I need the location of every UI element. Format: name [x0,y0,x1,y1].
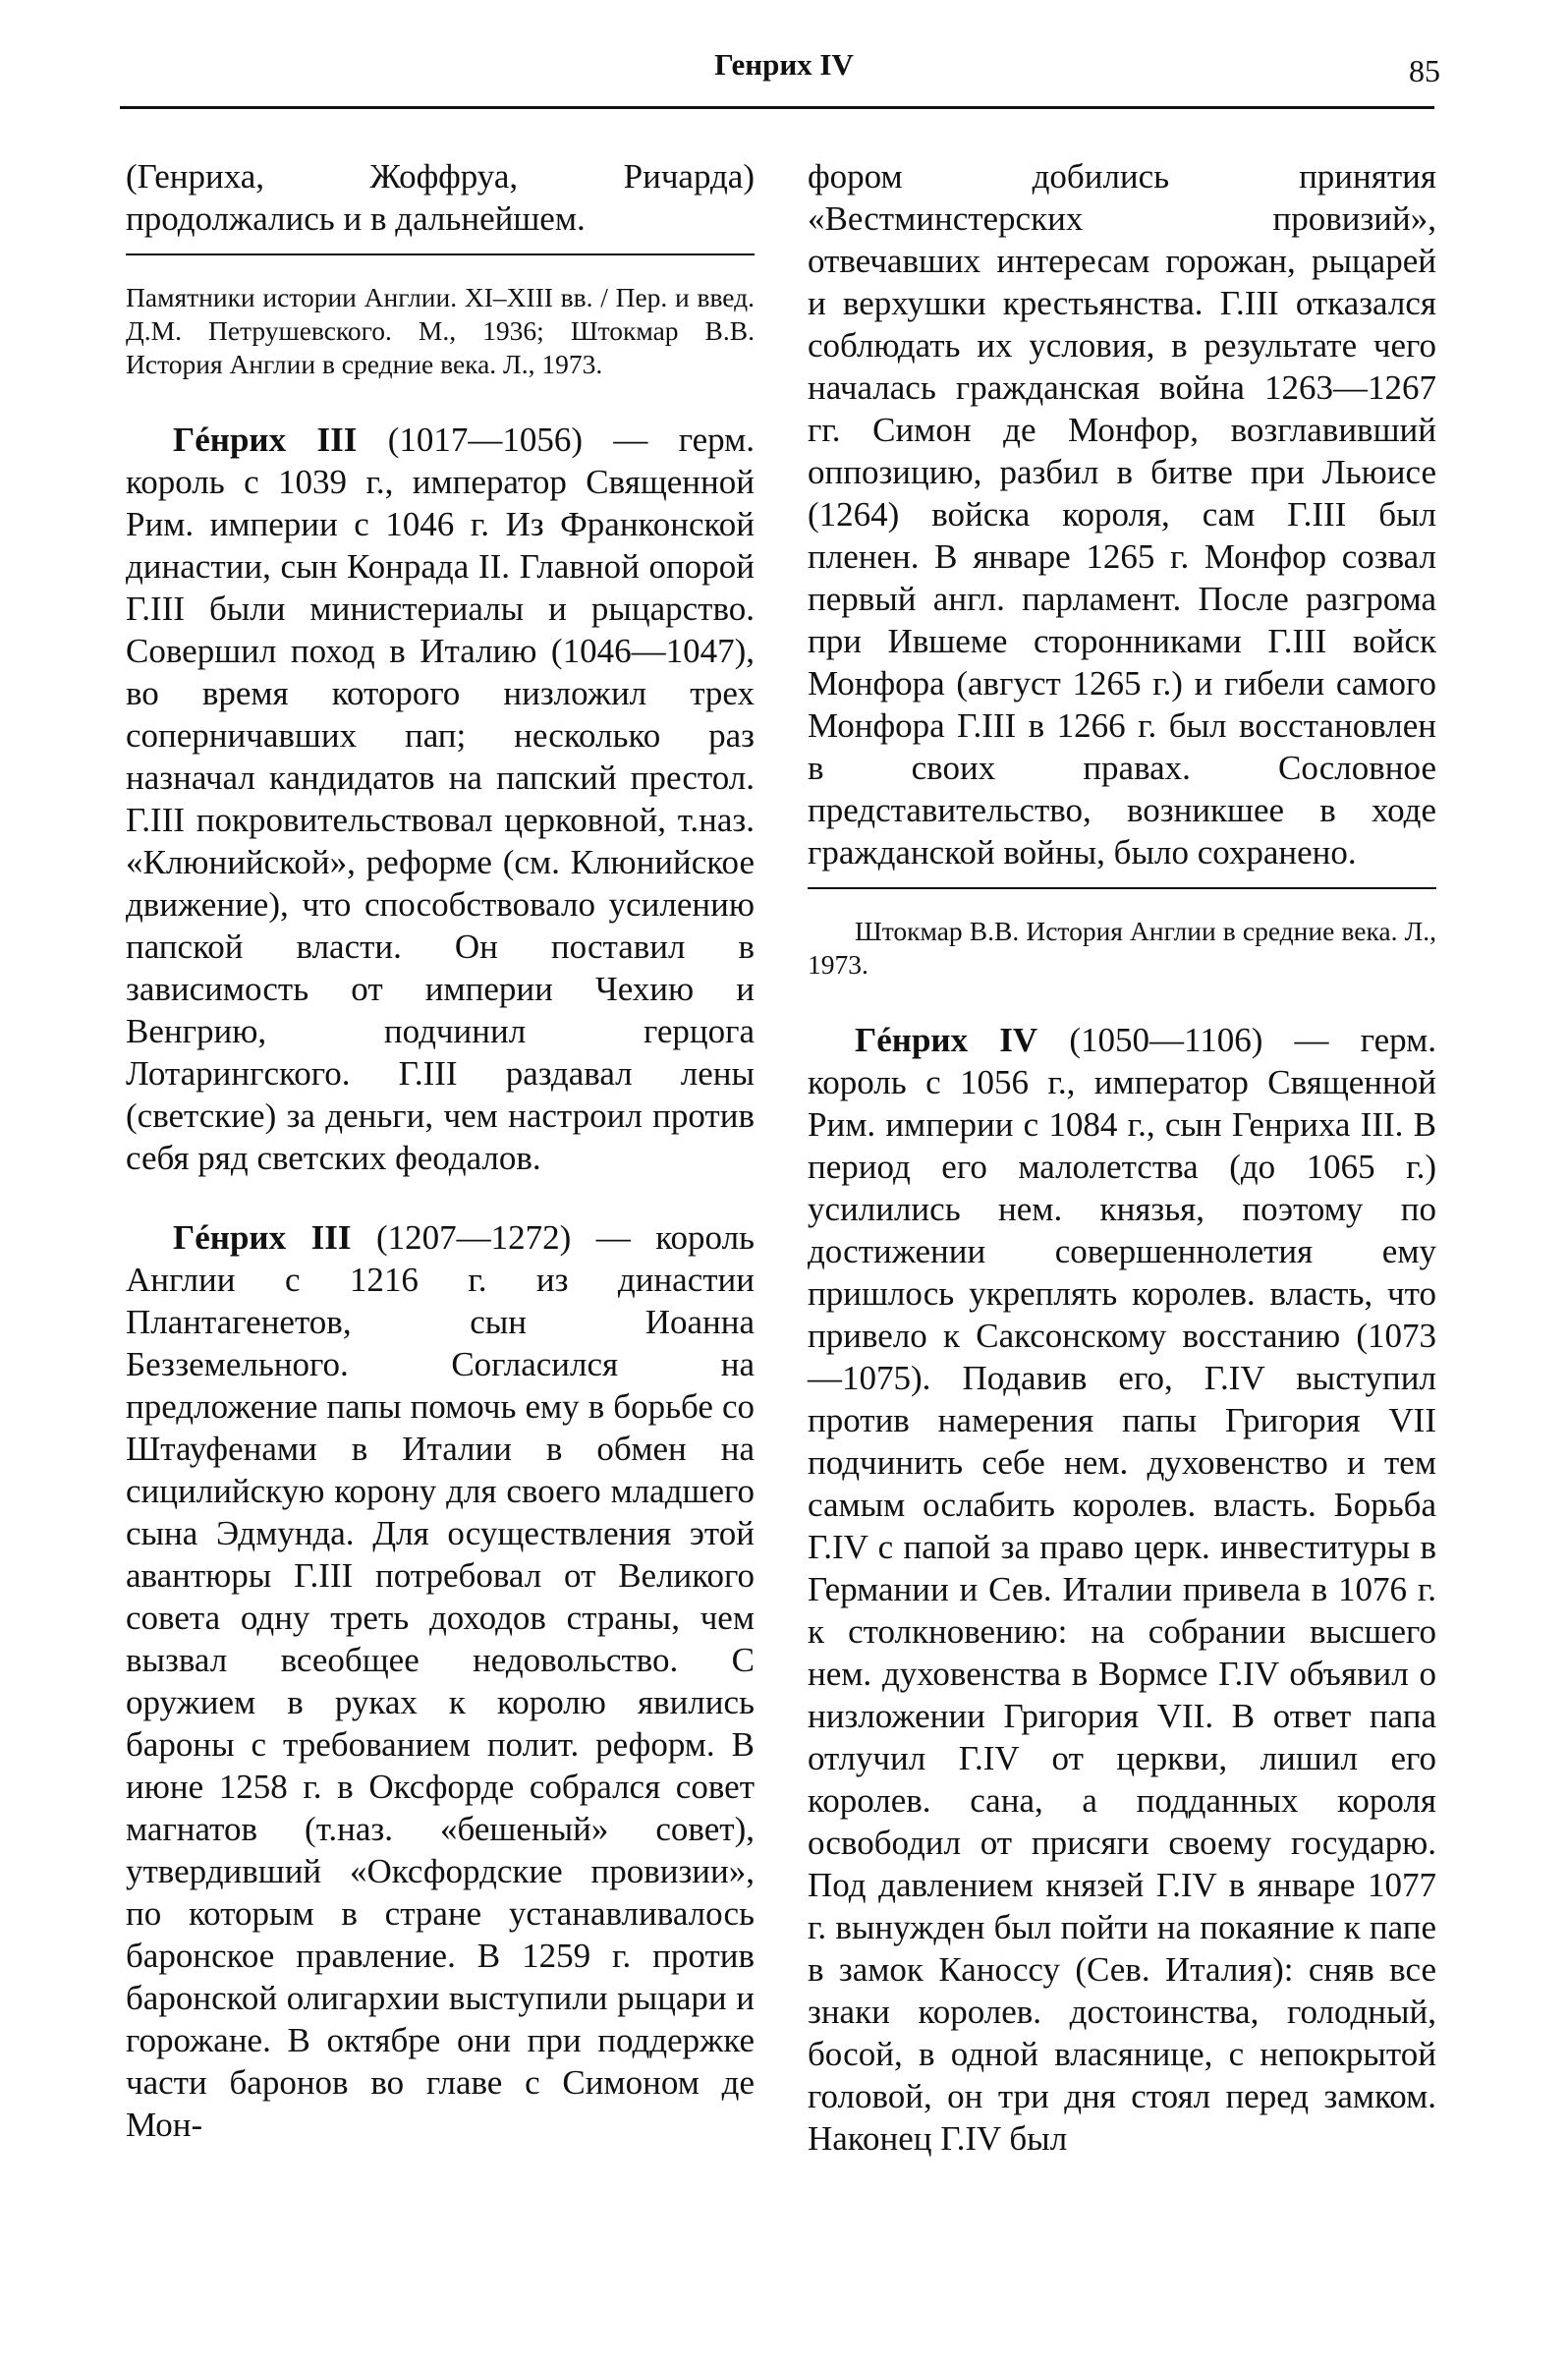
source-divider [126,253,755,255]
entry-body: (1207—1272) — король Англии с 1216 г. из династии Плантагенетов, сын Иоанна Безземельного. Согласился на предложение папы помочь ему в борьбе со Штауфенами в Италии в обмен на сицилийскую корону для своего младшего сына Эдмунда. Для осуществления этой авантюры Г.III потребовал от Великого совета одну треть доходов страны, чем вызвал всеобщее недовольство. С оружием в руках к королю явились бароны с требованием полит. реформ. В июне 1258 г. в Оксфорде собрался совет магнатов (т.наз. «бешеный» совет), утвердивший «Оксфордские провизии», по которым в стране устанавливалось баронское правление. В 1259 г. против баронской олигархии выступили рыцари и горожане. В октябре они при поддержке части баронов во главе с Симоном де Мон- [126,1218,755,2144]
entry-henry-iii-salian [126,419,755,1179]
continued-text: (Генриха, Жоффруа, Ричарда) продолжались и в дальнейшем. [126,157,755,238]
source-divider [808,887,1436,889]
entry-henry-iii-england [126,1216,755,2146]
continued-text: фором добились принятия «Вестминстерских провизий», отвечавших интересам горожан, рыцарей и верхушки крестьянства. Г.III отказался соблюдать их условия, в результате чего началась гражданская война 1263—1267 гг. Симон де Монфор, возглавивший оппозицию, разбил в битве при Льюисе (1264) войска короля, сам Г.III был пленен. В январе 1265 г. Монфор созвал первый англ. парламент. После разгрома при Ившеме сторонниками Г.III войск Монфора (август 1265 г.) и гибели самого Монфора Г.III в 1266 г. был восстановлен в своих правах. Сословное представительство, возникшее в ходе гражданской войны, было сохранено. [808,157,1436,872]
bibliography-note: Штокмар В.В. История Англии в средние века. Л., 1973. [808,916,1436,980]
right-column [808,155,1436,2160]
entry-headword: Гéнрих III [173,1218,352,1257]
page-number: 85 [1409,53,1440,88]
entry-body: (1017—1056) — герм. король с 1039 г., император Священной Рим. империи с 1046 г. Из Франконской династии, сын Конрада II. Главной опорой Г.III были министериалы и рыцарство. Совершил поход в Италию (1046—1047), во время которого низложил трех соперничавших пап; несколько раз назначал кандидатов на папский престол. Г.III покровительствовал церковной, т.наз. «Клюнийской», реформе (см. Клюнийское движение), что способствовало усилению папской власти. Он поставил в зависимость от империи Чехию и Венгрию, подчинил герцога Лотарингского. Г.III раздавал лены (светские) за деньги, чем настроил против себя ряд светских феодалов. [126,421,756,1177]
header-rule [120,106,1434,109]
bibliography-note: Памятники истории Англии. XI–XIII вв. / Пер. и введ. Д.М. Петрушевского. М., 1936; Штокмар В.В. История Англии в средние века. Л., 1973. [126,282,755,379]
entry-headword: Гéнрих III [173,421,358,459]
running-title: Генрих IV [714,47,854,82]
entry-henry-iv [808,1019,1436,2160]
left-column [126,155,755,2146]
entry-body: (1050—1106) — герм. король с 1056 г., император Священной Рим. империи с 1084 г., сын Генриха III. В период его малолетства (до 1065 г.) усилились нем. князья, поэтому по достижении совершеннолетия ему пришлось укреплять королев. власть, что привело к Саксонскому восстанию (1073—1075). Подавив его, Г.IV выступил против намерения папы Григория VII подчинить себе нем. духовенство и тем самым ослабить королев. власть. Борьба Г.IV с папой за право церк. инвеституры в Германии и Сев. Италии привела в 1076 г. к столкновению: на собрании высшего нем. духовенства в Вормсе Г.IV объявил о низложении Григория VII. В ответ папа отлучил Г.IV от церкви, лишил его королев. сана, а подданных короля освободил от присяги своему государю. Под давлением князей Г.IV в январе 1077 г. вынужден был пойти на покаяние к папе в замок Каноссу (Сев. Италия): сняв все знаки королев. достоинства, голодный, босой, в одной власянице, с непокрытой головой, он три дня стоял перед замком. Наконец Г.IV был [808,1021,1436,2158]
entry-headword: Гéнрих IV [855,1021,1038,1059]
